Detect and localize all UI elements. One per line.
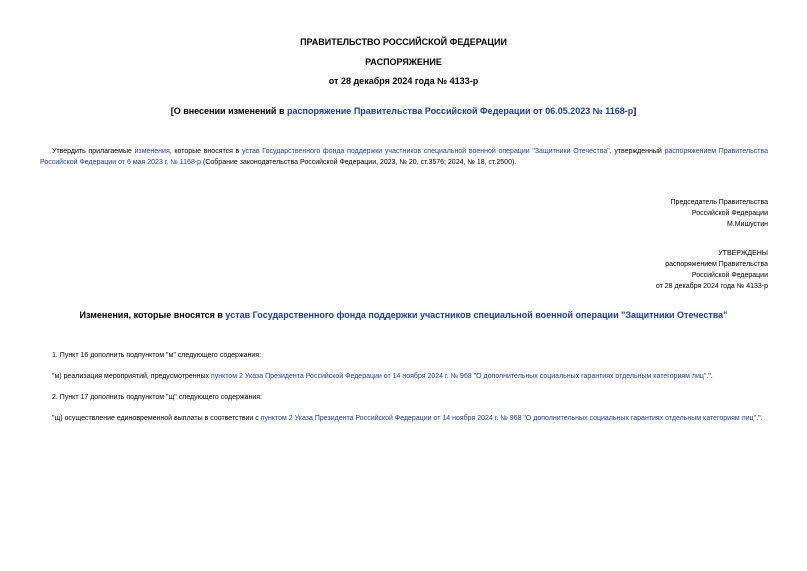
link-changes[interactable]: изменения [134,148,170,155]
item-2-text [40,413,768,424]
item-2: 2. Пункт 17 дополнить подпунктом "щ" следующего содержания: [52,394,262,401]
p1-text-a: Утвердить прилагаемые [52,148,135,155]
subject-link[interactable]: распоряжение Правительства Российской Федерации от 06.05.2023 № 1168-р [287,106,634,116]
item-2-text-b: .". [756,415,763,422]
government-title: ПРАВИТЕЛЬСТВО РОССИЙСКОЙ ФЕДЕРАЦИИ [300,37,507,47]
p1-text-d: (Собрание законодательства Российской Федерации, 2023, № 20, ст.3576; 2024, № 18, ст.2500). [201,159,517,166]
item-2-link[interactable]: пунктом 2 Указа Президента Российской Федерации от 14 ноября 2024 г. № 968 "О дополнительных социальных гарантиях отдельным категориям лиц" [260,415,757,422]
item-1: 1. Пункт 16 дополнить подпунктом "м" следующего содержания: [52,352,262,359]
item-1-text-b: .". [706,373,713,380]
approved-line-3: Российской Федерации [691,272,768,279]
approved-line-4: от 28 декабря 2024 года № 4133-р [655,283,768,290]
subject-close: ] [633,106,637,116]
item-1-text-a: "м) реализация мероприятий, предусмотренных [52,373,211,380]
changes-title [0,310,807,320]
subject-line [0,106,807,116]
p1-text-c: , утвержденный [609,148,665,155]
changes-title-text: Изменения, которые вносятся в [79,310,226,320]
link-order-1168[interactable]: распоряжением Правительства Российской Федерации от 6 мая 2023 г. № 1168-р [40,148,768,166]
signature-line-1: Председатель Правительства [670,199,768,206]
main-paragraph [40,146,768,168]
signature-block [500,197,768,230]
signature-line-3: М.Мишустин [726,221,768,228]
item-2-text-a: "щ) осуществление единовременной выплаты в соответствии с [52,415,261,422]
changes-title-link[interactable]: устав Государственного фонда поддержки участников специальной военной операции "Защитники Отечества" [225,310,728,320]
subject-open: [О внесении изменений в [170,106,287,116]
p1-text-b: , которые вносятся в [169,148,242,155]
approved-line-1: УТВЕРЖДЕНЫ [718,250,768,257]
approved-block [500,248,768,292]
item-1-text [40,371,768,382]
item-1-link[interactable]: пунктом 2 Указа Президента Российской Федерации от 14 ноября 2024 г. № 968 "О дополнительных социальных гарантиях отдельным категориям лиц" [210,373,707,380]
approved-line-2: распоряжением Правительства [665,261,768,268]
doc-type-title: РАСПОРЯЖЕНИЕ [365,57,442,67]
link-fund-charter[interactable]: устав Государственного фонда поддержки участников специальной военной операции "Защитники Отечества" [241,148,610,155]
date-number: от 28 декабря 2024 года № 4133-р [328,76,479,86]
signature-line-2: Российской Федерации [691,210,768,217]
